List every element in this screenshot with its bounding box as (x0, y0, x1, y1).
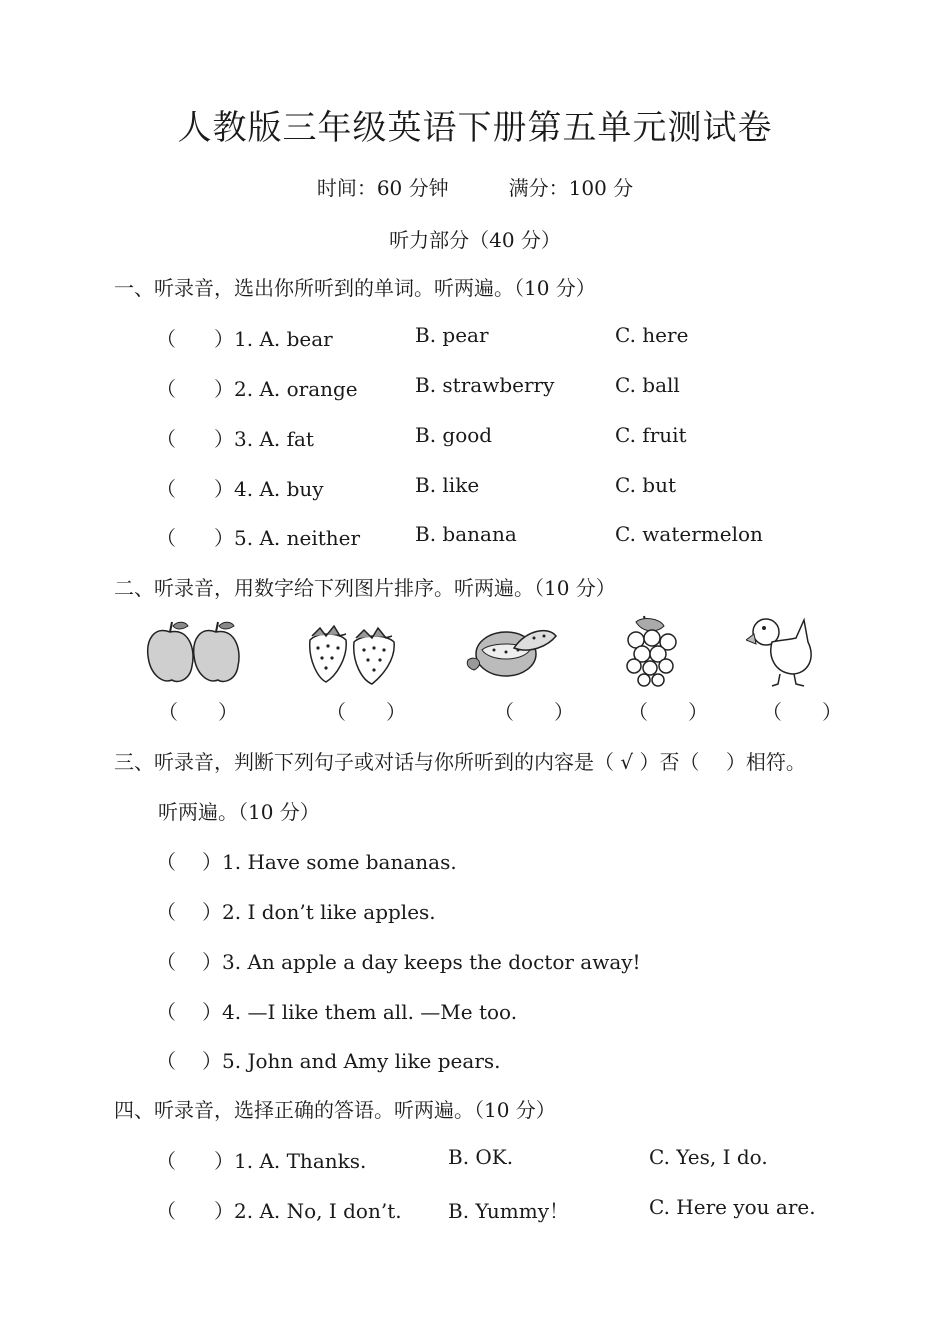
section1-heading: 一、听录音，选出你所听到的单词。听两遍。（10 分） (114, 276, 596, 300)
section3-item (0, 846, 950, 876)
section2-heading: 二、听录音，用数字给下列图片排序。听两遍。（10 分） (114, 576, 616, 600)
picture-answer-blank[interactable]: （ ） (494, 700, 574, 724)
section3-item (0, 896, 950, 926)
duck-icon (746, 614, 818, 688)
option-c: C. fruit (615, 423, 687, 447)
answer-blank[interactable]: （ (156, 900, 176, 924)
listening-header: 听力部分（40 分） (389, 228, 561, 252)
option-b: B. good (415, 423, 493, 447)
picture-answer-blank[interactable]: （ ） (326, 700, 406, 724)
section1-item (0, 323, 950, 353)
answer-blank[interactable]: （ (156, 477, 176, 501)
answer-blank[interactable]: （ (156, 1049, 176, 1073)
time-limit: 时间：60 分钟 (316, 176, 449, 200)
section1-item (0, 473, 950, 503)
section4-heading: 四、听录音，选择正确的答语。听两遍。（10 分） (114, 1098, 556, 1122)
option-c: C. ball (615, 373, 680, 397)
picture-answer-blank[interactable]: （ ） (762, 700, 842, 724)
option-a: ）4. A. buy (214, 477, 324, 501)
sentence: ）5. John and Amy like pears. (202, 1049, 501, 1073)
answer-blank[interactable]: （ (156, 1199, 176, 1223)
answer-blank[interactable]: （ (156, 1149, 176, 1173)
section3-heading-cont: 听两遍。（10 分） (158, 800, 320, 824)
option-a: ）3. A. fat (214, 427, 314, 451)
strawberries-icon (302, 616, 402, 686)
picture-answer-blank[interactable]: （ ） (158, 700, 238, 724)
option-b: B. strawberry (415, 373, 555, 397)
sentence: ）3. An apple a day keeps the doctor away! (202, 950, 641, 974)
option-c: C. Yes, I do. (649, 1145, 768, 1169)
option-c: C. watermelon (615, 522, 763, 546)
option-b: B. OK. (448, 1145, 514, 1169)
answer-blank[interactable]: （ (156, 850, 176, 874)
page-title: 人教版三年级英语下册第五单元测试卷 (177, 108, 773, 148)
answer-blank[interactable]: （ (156, 1000, 176, 1024)
apples-icon (144, 618, 244, 686)
section3-heading: 三、听录音，判断下列句子或对话与你所听到的内容是（ √ ）否（ ）相符。 (114, 750, 806, 774)
sentence: ）2. I don’t like apples. (202, 900, 436, 924)
option-a: ）1. A. bear (214, 327, 333, 351)
section4-item (0, 1195, 950, 1225)
option-c: C. but (615, 473, 677, 497)
section4-item (0, 1145, 950, 1175)
full-score: 满分：100 分 (508, 176, 634, 200)
exam-meta (0, 172, 950, 201)
option-a: ）2. A. No, I don’t. (214, 1199, 402, 1223)
sentence: ）4. —I like them all. —Me too. (202, 1000, 518, 1024)
section1-item (0, 423, 950, 453)
grapes-icon (622, 614, 682, 688)
option-c: C. here (615, 323, 689, 347)
section1-item (0, 522, 950, 552)
option-a: ）2. A. orange (214, 377, 358, 401)
option-c: C. Here you are. (649, 1195, 816, 1219)
section1-item (0, 373, 950, 403)
option-b: B. Yummy！ (448, 1199, 569, 1223)
answer-blank[interactable]: （ (156, 427, 176, 451)
section3-item (0, 946, 950, 976)
option-b: B. pear (415, 323, 489, 347)
sentence: ）1. Have some bananas. (202, 850, 457, 874)
section3-item (0, 996, 950, 1026)
picture-row (0, 612, 950, 692)
answer-blank[interactable]: （ (156, 377, 176, 401)
answer-blank[interactable]: （ (156, 950, 176, 974)
watermelon-icon (464, 620, 560, 682)
answer-blank[interactable]: （ (156, 526, 176, 550)
picture-answer-blank[interactable]: （ ） (628, 700, 708, 724)
answer-blank[interactable]: （ (156, 327, 176, 351)
section3-item (0, 1045, 950, 1075)
option-a: ）5. A. neither (214, 526, 361, 550)
option-b: B. banana (415, 522, 517, 546)
option-b: B. like (415, 473, 480, 497)
option-a: ）1. A. Thanks. (214, 1149, 367, 1173)
